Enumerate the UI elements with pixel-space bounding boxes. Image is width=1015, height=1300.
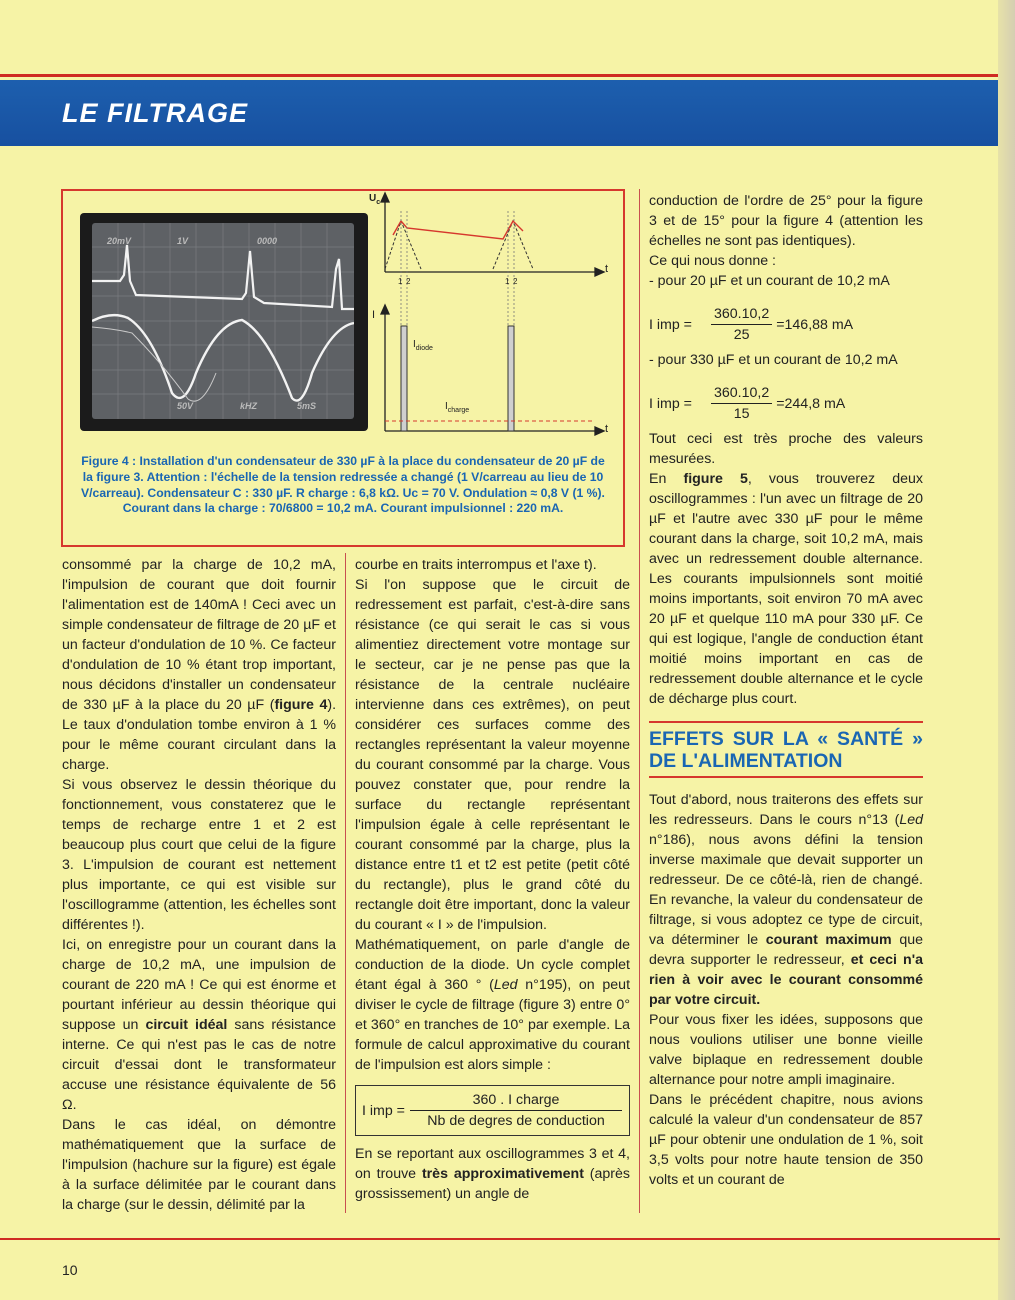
scope-label: 5mS [297, 401, 317, 411]
column-divider [345, 553, 346, 1213]
formula-label: I imp = [362, 1102, 405, 1119]
paragraph: - pour 20 µF et un courant de 10,2 mA [649, 273, 890, 289]
formula-numerator: 360.10,2 [711, 383, 772, 404]
formula-denominator: 25 [733, 327, 750, 343]
formula-denominator: 15 [733, 406, 750, 422]
oscilloscope-photo [80, 213, 368, 431]
paragraph: En figure 5, vous trouverez deux oscillogrammes : l'un avec un filtrage de 20 µF et l'autre avec 330 µF pour le même courant dans la charge, soit 10,2 mA, mais avec un redressement double alternance. Les courants impulsionnels sont moitié moins importants, soit environ 70 mA avec 20 µF et quelque 110 mA pour 330 µF. Ce qui est logique, l'angle de conduction étant moitié moins important en cas de redressement double alternance et le cycle de décharge plus court. [649, 471, 924, 707]
paragraph: Tout ceci est très proche des valeurs mesurées. [649, 431, 923, 467]
footer-rule [0, 1238, 1000, 1240]
paragraph: Tout d'abord, nous traiterons des effets sur les redresseurs. Dans le cours n°13 (Led n°186), nous avons défini la tension inverse maximale que devait supporter un redresseur. De ce côté-là, rien de changé. En revanche, la valeur du condensateur de filtrage, si vous adoptez ce type de circuit, va déterminer le courant maximum que devra supporter le redresseur, et ceci n'a rien à voir avec le courant consommé par votre circuit. [649, 792, 923, 1008]
scope-label: 50V [177, 401, 194, 411]
paragraph: Si vous observez le dessin théorique du fonctionnement, vous constaterez que le temps de recharge entre 1 et 2 est beaucoup plus court que celui de la figure 3. L'impulsion de courant est nettement plus importante, ce qui est visible sur l'oscillogramme (attention, les échelles sont différentes !). [62, 777, 336, 933]
page-edge [998, 0, 1015, 1300]
paragraph: Dans le précédent chapitre, nous avions calculé la valeur d'un condensateur de 857 µF pour obtenir une ondulation de 1 %, soit 3,5 volts pour notre haute tension de 350 volts et un courant de [649, 1092, 923, 1188]
label-i-diode: $I_{diode}$ [413, 339, 433, 352]
paragraph: consommé par la charge de 10,2 mA, l'impulsion de courant que doit fournir l'alimentation est de 140mA ! Ceci avec un simple condensateur de filtrage de 20 µF et un facteur d'ondulation de 10 %. Ce facteur d'ondulation de 10 % étant trop important, nous décidons d'installer un condensateur de 330 µF à la place du 20 µF (figure 4). Le taux d'ondulation tombe environ à 1 % pour le même courant circulant dans la charge. [62, 557, 337, 773]
axis-label-i: I [372, 309, 376, 321]
axis-label-t: t [605, 263, 609, 275]
header-banner [0, 80, 1000, 146]
mark-2: 2 [513, 277, 518, 286]
paragraph: Ce qui nous donne : [649, 253, 776, 269]
column-divider [639, 189, 640, 1213]
formula-numerator: 360.10,2 [711, 304, 772, 325]
column-1 [62, 555, 336, 1215]
axis-label-t2: t [605, 423, 609, 435]
paragraph: Mathématiquement, on parle d'angle de conduction de la diode. Un cycle complet étant égal à 360 ° (Led n°195), on peut diviser le cycle de filtrage (figure 3) entre 0° et 360° en tranches de 10° par exemple. La formule de calcul approximative du courant de l'impulsion est alors simple : [355, 937, 631, 1073]
paragraph: courbe en traits interrompus et l'axe t). [355, 557, 597, 573]
formula-label: I imp = [649, 316, 692, 333]
formula-box [355, 1085, 630, 1136]
formula-fraction [413, 1090, 619, 1131]
formula-fraction [711, 383, 772, 424]
formula-numerator: 360 . I charge [410, 1090, 622, 1111]
formula-1 [649, 304, 923, 345]
formula-2 [649, 383, 923, 424]
mark-2: 2 [406, 277, 411, 286]
paragraph: Dans le cas idéal, on démontre mathématiquement que la surface de l'impulsion (hachure sur la figure) est égale à la surface délimitée par le courant dans la charge (sur le dessin, délimité par la [62, 1117, 336, 1213]
paragraph: En se reportant aux oscillogrammes 3 et 4, on trouve très approximativement (après grossissement) un angle de [355, 1146, 630, 1202]
column-3 [649, 191, 923, 1190]
paragraph: conduction de l'ordre de 25° pour la figure 3 et de 15° pour la figure 4 (attention les échelles ne sont pas identiques). [649, 193, 923, 249]
axis-label-uc: $U_c$ [369, 193, 381, 206]
section-title: LE FILTRAGE [62, 98, 248, 128]
section-heading: EFFETS SUR LA « SANTÉ » DE L'ALIMENTATION [649, 721, 923, 778]
column-2 [355, 555, 630, 1204]
oscilloscope-screen [92, 223, 354, 419]
header-rule [0, 74, 1015, 77]
scope-label: 1V [177, 236, 189, 246]
paragraph: Si l'on suppose que le circuit de redressement est parfait, c'est-à-dire sans résistance (ce qui serait le cas si vous alimentiez directement votre montage sur le secteur, car je ne pense pas que la résistance de la centrale nucléaire intervienne dans ces extrêmes), on peut considérer ces surfaces comme des rectangles représentant la valeur moyenne du courant consommé par la charge. Vous pouvez constater que, pour rendre la surface du rectangle représentant l'impulsion égale à celle représentant le courant consommé par la charge, plus la distance entre t1 et t2 est petite (petit côté du rectangle), plus le grand côté du rectangle doit être important, donc la valeur du courant « I » de l'impulsion. [355, 577, 630, 933]
page-number: 10 [62, 1262, 78, 1278]
theory-diagram [363, 191, 621, 441]
scope-label: 20mV [107, 236, 132, 246]
formula-label: I imp = [649, 395, 692, 412]
figure-4 [61, 189, 625, 547]
mark-1: 1 [398, 277, 403, 286]
mark-1: 1 [505, 277, 510, 286]
formula-result: =244,8 mA [776, 395, 846, 412]
paragraph: Pour vous fixer les idées, supposons que nous voulions utiliser une bonne vieille valve biplaque en redressement double alternance pour notre ampli imaginaire. [649, 1012, 923, 1088]
paragraph: - pour 330 µF et un courant de 10,2 mA [649, 352, 898, 368]
figure-caption: Figure 4 : Installation d'un condensateur de 330 µF à la place du condensateur de 20 µF de la figure 3. Attention : l'échelle de la tension redressée a changé (1 V/carreau au lieu de 10 V/carreau). Condensateur C : 330 µF. R charge : 6,8 kΩ. Uc = 70 V. Ondulation ≈ 0,8 V (1 %). Courant dans la charge : 70/6800 = 10,2 mA. Courant impulsionnel : 220 mA. [81, 454, 605, 516]
formula-result: =146,88 mA [776, 316, 854, 333]
formula-denominator: Nb de degres de conduction [427, 1113, 605, 1129]
formula-fraction [711, 304, 772, 345]
scope-label: 0000 [257, 236, 278, 246]
paragraph: Ici, on enregistre pour un courant dans la charge de 10,2 mA, une impulsion de courant de 220 mA ! Ce qui est énorme et pourtant inférieur au dessin théorique qui suppose un circuit idéal sans résistance interne. Ce qui n'est pas le cas de notre circuit d'essai dont le transformateur accuse une résistance équivalente de 56 Ω. [62, 937, 336, 1113]
label-i-charge: $I_{charge}$ [445, 401, 470, 414]
scope-label: kHZ [240, 401, 258, 411]
